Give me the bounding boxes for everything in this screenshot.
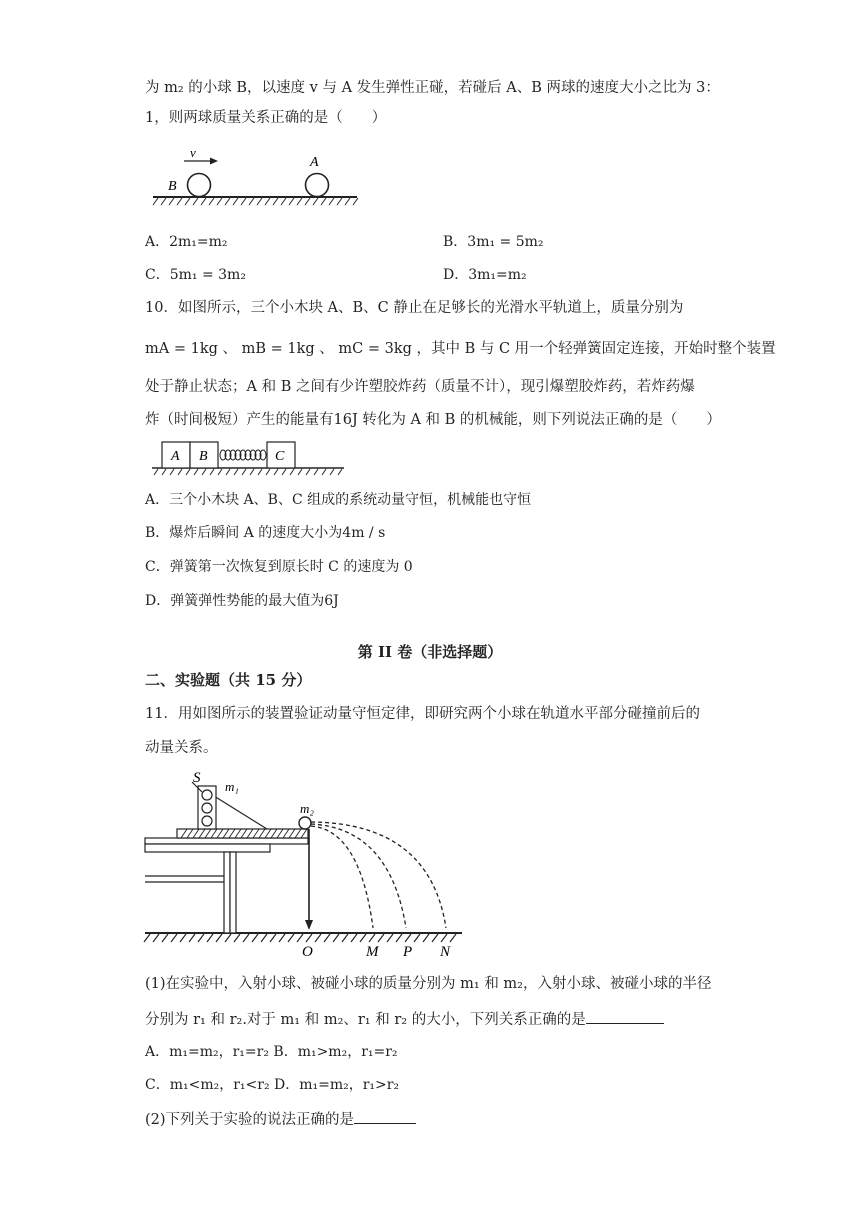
label-v: v [190,145,196,160]
label-block-c: C [275,449,285,464]
label-m: M [366,944,379,960]
q9-text-line1: 为 m₂ 的小球 B，以速度 v 与 A 发生弹性正碰，若碰后 A、B 两球的速度大小之比为 3： [145,80,720,96]
label-n: N [440,944,451,960]
q10-option-c[interactable]: C．弹簧第一次恢复到原长时 C 的速度为 0 [145,559,413,575]
q10-text-line4: 炸（时间极短）产生的能量有16J 转化为 A 和 B 的机械能，则下列说法正确的是（ ） [145,412,721,428]
q9-option-b[interactable]: B．3m₁ = 5m₂ [443,234,544,250]
ball-b [188,174,211,197]
q11-sub1-options-cd[interactable]: C．m₁<m₂，r₁<r₂ D．m₁=m₂，r₁>r₂ [145,1077,400,1093]
answer-blank-2[interactable] [354,1109,416,1124]
q9-option-a[interactable]: A．2m₁=m₂ [145,234,228,250]
q10-option-d[interactable]: D．弹簧弹性势能的最大值为6J [145,593,339,609]
ball-a [306,174,329,197]
label-a: A [310,155,319,170]
q11-text-line2: 动量关系。 [145,740,218,756]
q9-option-c[interactable]: C．5m₁ = 3m₂ [145,267,246,283]
q11-sub1-options-ab[interactable]: A．m₁=m₂，r₁=r₂ B．m₁>m₂，r₁=r₂ [145,1044,398,1060]
q11-sub2-line1-row [145,1109,416,1130]
q11-sub2-line1: (2)下列关于实验的说法正确的是 [145,1112,355,1128]
q9-option-d[interactable]: D．3m₁=m₂ [443,267,527,283]
label-m2: m₂ [300,801,314,816]
label-block-b: B [199,449,208,464]
q10-option-b[interactable]: B．爆炸后瞬间 A 的速度大小为4m / s [145,525,386,541]
part2-title: 二、实验题（共 15 分） [145,671,312,689]
q11-text-line1: 11．用如图所示的装置验证动量守恒定律，即研究两个小球在轨道水平部分碰撞前后的 [145,706,700,722]
q9-collision-figure [150,145,365,210]
answer-blank-1[interactable] [586,1009,664,1024]
label-p: P [403,944,413,960]
section-title: 第 II 卷（非选择题） [357,643,503,661]
q11-sub1-line1: (1)在实验中，入射小球、被碰小球的质量分别为 m₁ 和 m₂，入射小球、被碰小球的半径 [145,976,712,992]
q11-apparatus-figure [140,768,470,963]
spring [220,450,266,460]
label-b: B [168,179,177,194]
q10-text-line2: mA = 1kg 、 mB = 1kg 、 mC = 3kg ，其中 B 与 C 用一个轻弹簧固定连接，开始时整个装置 [145,341,776,357]
label-m1: m₁ [225,779,239,794]
q10-text-line1: 10．如图所示，三个小木块 A、B、C 静止在足够长的光滑水平轨道上，质量分别为 [145,300,684,316]
q10-text-line3: 处于静止状态；A 和 B 之间有少许塑胶炸药（质量不计），现引爆塑胶炸药，若炸药爆 [145,379,695,395]
label-o: O [302,944,313,960]
q10-option-a[interactable]: A．三个小木块 A、B、C 组成的系统动量守恒，机械能也守恒 [145,492,532,508]
q11-sub1-line2-row [145,1009,664,1030]
q10-blocks-figure [150,438,350,480]
label-s: S [193,770,201,786]
q9-text-line2: 1，则两球质量关系正确的是（ ） [145,110,387,126]
label-block-a: A [171,449,180,464]
q11-sub1-line2: 分别为 r₁ 和 r₂.对于 m₁ 和 m₂、r₁ 和 r₂ 的大小，下列关系正确的是 [145,1012,586,1028]
